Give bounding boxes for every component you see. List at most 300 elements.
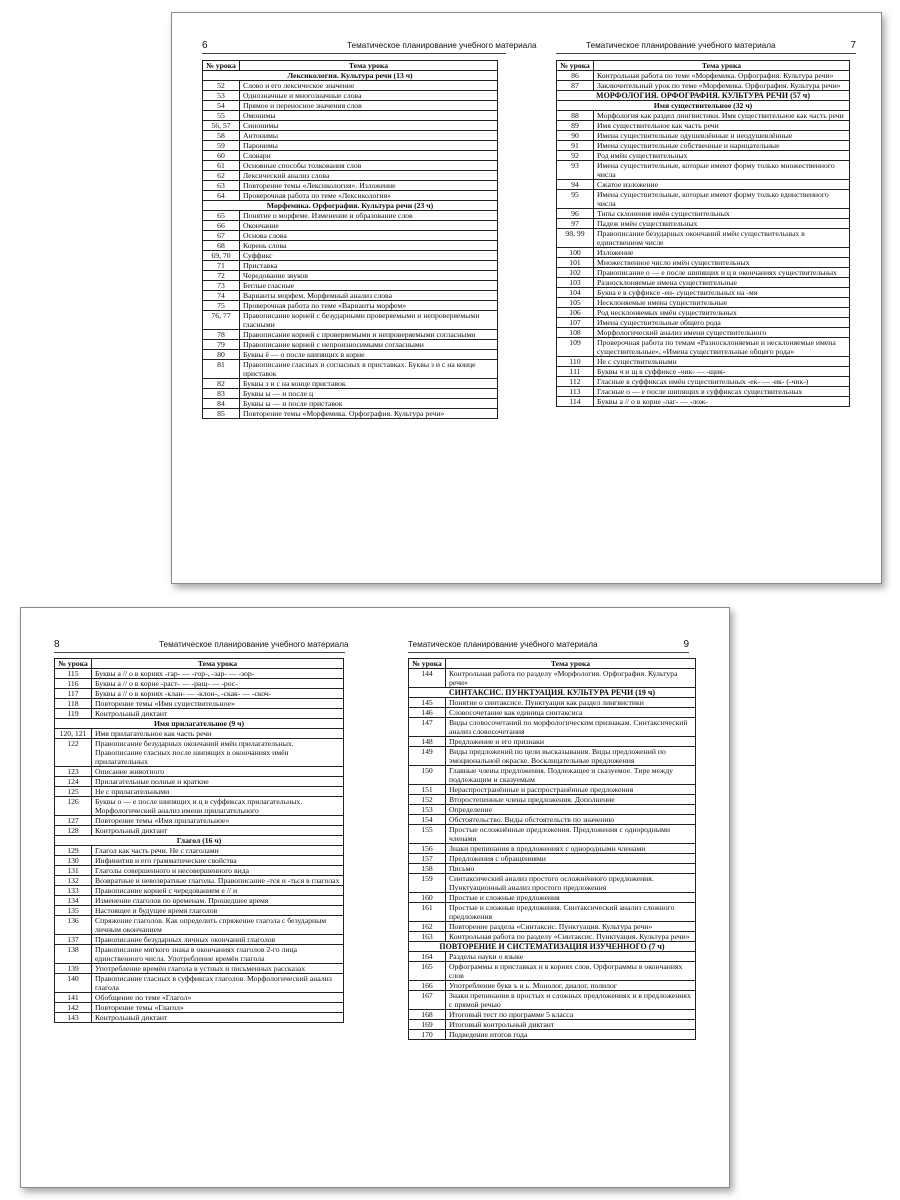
lesson-number-cell: 87	[557, 81, 594, 91]
lesson-topic-cell: Повторение темы «Морфемика. Орфография. Культура речи»	[240, 409, 498, 419]
lesson-number-cell: 98, 99	[557, 229, 594, 248]
lesson-plan-table	[202, 60, 498, 419]
lesson-number-cell: 132	[55, 876, 92, 886]
table-row	[557, 219, 850, 229]
table-row	[557, 298, 850, 308]
table-row	[203, 330, 498, 340]
lesson-number-cell: 161	[409, 903, 446, 922]
running-header-title: Тематическое планирование учебного материала	[408, 640, 598, 649]
lesson-topic-cell: Имена существительные собственные и нарицательные	[594, 141, 850, 151]
lesson-topic-cell: Словари	[240, 151, 498, 161]
lesson-topic-cell: Не с существительными	[594, 357, 850, 367]
lesson-number-cell: 129	[55, 846, 92, 856]
table-row	[557, 377, 850, 387]
lesson-topic-cell: Знаки препинания в предложениях с однородными членами	[446, 844, 696, 854]
table-header-row	[203, 61, 498, 71]
lesson-number-cell: 59	[203, 141, 240, 151]
lesson-topic-cell: Гласные о — е после шипящих в суффиксах существительных	[594, 387, 850, 397]
lesson-topic-cell: Определение	[446, 805, 696, 815]
table-row	[557, 180, 850, 190]
lesson-topic-cell: Виды предложений по цели высказывания. Виды предложений по эмоциональной окраске. Восклицательные предложения	[446, 747, 696, 766]
lesson-number-cell: 115	[55, 669, 92, 679]
lesson-number-cell: 143	[55, 1013, 92, 1023]
section-heading-row	[557, 91, 850, 101]
lesson-number-cell: 130	[55, 856, 92, 866]
table-row	[203, 81, 498, 91]
lesson-number-cell: 79	[203, 340, 240, 350]
lesson-topic-cell: Контрольная работа по разделу «Морфология. Орфография. Культура речи»	[446, 669, 696, 688]
lesson-topic-cell: Паронимы	[240, 141, 498, 151]
lesson-topic-cell: Изменение глаголов по временам. Прошедшее время	[92, 896, 344, 906]
lesson-number-cell: 149	[409, 747, 446, 766]
table-row	[55, 886, 344, 896]
table-row	[55, 876, 344, 886]
section-heading: Лексикология. Культура речи (13 ч)	[203, 71, 498, 81]
lesson-number-cell: 83	[203, 389, 240, 399]
table-row	[203, 161, 498, 171]
lesson-number-cell: 55	[203, 111, 240, 121]
lesson-number-cell: 73	[203, 281, 240, 291]
lesson-number-cell: 159	[409, 874, 446, 893]
lesson-topic-cell: Имена существительные, которые имеют форму только единственного числа	[594, 190, 850, 209]
lesson-topic-cell: Итоговый контрольный диктант	[446, 1020, 696, 1030]
lesson-topic-cell: Предложения с обращениями	[446, 854, 696, 864]
lesson-number-cell: 56, 57	[203, 121, 240, 131]
lesson-topic-cell: Омонимы	[240, 111, 498, 121]
table-row	[409, 991, 696, 1010]
table-row	[203, 221, 498, 231]
table-row	[55, 964, 344, 974]
lesson-topic-cell: Несклоняемые имена существительные	[594, 298, 850, 308]
lesson-number-cell: 60	[203, 151, 240, 161]
table-row	[409, 766, 696, 785]
lesson-topic-cell: Прилагательные полные и краткие	[92, 777, 344, 787]
table-row	[55, 709, 344, 719]
book-spread-pages-6-7	[171, 12, 882, 584]
lesson-number-cell: 123	[55, 767, 92, 777]
table-row	[409, 698, 696, 708]
section-heading: Глагол (16 ч)	[55, 836, 344, 846]
table-row	[203, 91, 498, 101]
lesson-topic-cell: Спряжение глаголов. Как определить спряжение глагола с безударным личным окончанием	[92, 916, 344, 935]
lesson-number-cell: 170	[409, 1030, 446, 1040]
lesson-topic-cell: Нераспространённые и распространённые предложения	[446, 785, 696, 795]
table-row	[409, 854, 696, 864]
lesson-topic-cell: Множественное число имён существительных	[594, 258, 850, 268]
lesson-topic-cell: Правописание безударных окончаний имён прилагательных. Правописание гласных после шипящих в окончаниях имён прилагательных	[92, 739, 344, 767]
lesson-number-cell: 156	[409, 844, 446, 854]
lesson-topic-cell: Однозначные и многозначные слова	[240, 91, 498, 101]
lesson-topic-cell: Буквы ч и щ в суффиксе -чик- — -щик-	[594, 367, 850, 377]
lesson-topic-cell: Подведение итогов года	[446, 1030, 696, 1040]
lesson-topic-cell: Контрольная работа по разделу «Синтаксис. Пунктуация. Культура речи»	[446, 932, 696, 942]
lesson-number-cell: 102	[557, 268, 594, 278]
table-row	[557, 318, 850, 328]
lesson-number-cell: 101	[557, 258, 594, 268]
table-row	[55, 689, 344, 699]
table-row	[55, 669, 344, 679]
lesson-topic-cell: Правописание безударных личных окончаний глаголов	[92, 935, 344, 945]
lesson-number-cell: 74	[203, 291, 240, 301]
table-row	[409, 981, 696, 991]
table-row	[557, 71, 850, 81]
lesson-number-cell: 111	[557, 367, 594, 377]
lesson-number-cell: 104	[557, 288, 594, 298]
table-header-row	[55, 659, 344, 669]
lesson-number-cell: 64	[203, 191, 240, 201]
lesson-topic-cell: Словосочетание как единица синтаксиса	[446, 708, 696, 718]
lesson-topic-cell: Приставка	[240, 261, 498, 271]
lesson-number-cell: 142	[55, 1003, 92, 1013]
running-header	[556, 39, 856, 54]
lesson-number-cell: 114	[557, 397, 594, 407]
lesson-topic-cell: Синтаксический анализ простого осложнённого предложения. Пунктуационный анализ простого предложения	[446, 874, 696, 893]
lesson-number-cell: 150	[409, 766, 446, 785]
book-spread-pages-8-9	[20, 607, 730, 1188]
lesson-number-cell: 119	[55, 709, 92, 719]
running-header-title: Тематическое планирование учебного материала	[347, 41, 537, 50]
table-row	[55, 896, 344, 906]
lesson-topic-cell: Корень слова	[240, 241, 498, 251]
lesson-topic-cell: Виды словосочетаний по морфологическим признакам. Синтаксический анализ словосочетания	[446, 718, 696, 737]
lesson-number-cell: 124	[55, 777, 92, 787]
lesson-topic-cell: Прямое и переносное значения слов	[240, 101, 498, 111]
lesson-topic-cell: Гласные в суффиксах имён существительных -ек- — -ик- (-чик-)	[594, 377, 850, 387]
lesson-number-cell: 61	[203, 161, 240, 171]
lesson-number-cell: 88	[557, 111, 594, 121]
lesson-number-cell: 76, 77	[203, 311, 240, 330]
lesson-number-cell: 112	[557, 377, 594, 387]
lesson-number-cell: 52	[203, 81, 240, 91]
table-row	[557, 111, 850, 121]
lesson-topic-cell: Повторение темы «Глагол»	[92, 1003, 344, 1013]
lesson-number-cell: 133	[55, 886, 92, 896]
lesson-number-cell: 97	[557, 219, 594, 229]
table-row	[557, 161, 850, 180]
lesson-topic-cell: Лексический анализ слова	[240, 171, 498, 181]
lesson-topic-cell: Варианты морфем. Морфемный анализ слова	[240, 291, 498, 301]
lesson-topic-cell: Контрольная работа по теме «Морфемика. Орфография. Культура речи»	[594, 71, 850, 81]
table-row	[203, 111, 498, 121]
table-row	[203, 281, 498, 291]
table-row	[557, 81, 850, 91]
lesson-topic-cell: Буквы ы — и после ц	[240, 389, 498, 399]
column-header-lesson-topic: Тема урока	[92, 659, 344, 669]
table-row	[55, 816, 344, 826]
lesson-topic-cell: Род несклоняемых имён существительных	[594, 308, 850, 318]
lesson-topic-cell: Правописание корней с безударными проверяемыми и непроверяемыми гласными	[240, 311, 498, 330]
lesson-number-cell: 118	[55, 699, 92, 709]
lesson-number-cell: 138	[55, 945, 92, 964]
table-row	[203, 231, 498, 241]
lesson-number-cell: 151	[409, 785, 446, 795]
table-row	[203, 101, 498, 111]
column-header-lesson-topic: Тема урока	[240, 61, 498, 71]
lesson-number-cell: 105	[557, 298, 594, 308]
lesson-topic-cell: Основа слова	[240, 231, 498, 241]
page-9	[375, 608, 729, 1187]
lesson-number-cell: 78	[203, 330, 240, 340]
lesson-topic-cell: Род имён существительных	[594, 151, 850, 161]
lesson-number-cell: 145	[409, 698, 446, 708]
lesson-topic-cell: Употребление времён глагола в устных и письменных рассказах	[92, 964, 344, 974]
column-header-lesson-number: № урока	[409, 659, 446, 669]
table-row	[55, 777, 344, 787]
lesson-number-cell: 69, 70	[203, 251, 240, 261]
lesson-topic-cell: Буквы а // о в корне -лаг- — -лож-	[594, 397, 850, 407]
table-row	[557, 338, 850, 357]
table-row	[409, 708, 696, 718]
lesson-topic-cell: Буква е в суффиксе -ен- существительных на -мя	[594, 288, 850, 298]
lesson-number-cell: 107	[557, 318, 594, 328]
table-row	[557, 248, 850, 258]
lesson-topic-cell: Морфология как раздел лингвистики. Имя существительное как часть речи	[594, 111, 850, 121]
table-row	[557, 328, 850, 338]
table-row	[557, 121, 850, 131]
lesson-topic-cell: Суффикс	[240, 251, 498, 261]
lesson-number-cell: 85	[203, 409, 240, 419]
lesson-number-cell: 53	[203, 91, 240, 101]
page-7	[526, 13, 881, 583]
running-header	[54, 638, 349, 653]
lesson-number-cell: 135	[55, 906, 92, 916]
table-row	[55, 916, 344, 935]
table-row	[55, 679, 344, 689]
lesson-topic-cell: Разносклоняемые имена существительные	[594, 278, 850, 288]
table-row	[203, 261, 498, 271]
lesson-topic-cell: Повторение темы «Имя прилагательное»	[92, 816, 344, 826]
section-heading: ПОВТОРЕНИЕ И СИСТЕМАТИЗАЦИЯ ИЗУЧЕННОГО (7 ч)	[409, 942, 696, 952]
table-row	[409, 1020, 696, 1030]
table-row	[55, 1003, 344, 1013]
lesson-topic-cell: Простые и сложные предложения	[446, 893, 696, 903]
table-row	[203, 360, 498, 379]
table-row	[55, 826, 344, 836]
lesson-number-cell: 152	[409, 795, 446, 805]
lesson-topic-cell: Буквы ё — о после шипящих в корне	[240, 350, 498, 360]
table-row	[557, 141, 850, 151]
lesson-number-cell: 158	[409, 864, 446, 874]
lesson-topic-cell: Не с прилагательными	[92, 787, 344, 797]
lesson-topic-cell: Буквы а // о в корне -раст- — -ращ- — -рос-	[92, 679, 344, 689]
section-heading-row	[203, 71, 498, 81]
lesson-topic-cell: Повторение раздела «Синтаксис. Пунктуация. Культура речи»	[446, 922, 696, 932]
lesson-topic-cell: Правописание о — е после шипящих и ц в окончаниях существительных	[594, 268, 850, 278]
lesson-number-cell: 94	[557, 180, 594, 190]
lesson-topic-cell: Описание животного	[92, 767, 344, 777]
lesson-topic-cell: Имя прилагательное как часть речи	[92, 729, 344, 739]
table-row	[55, 767, 344, 777]
lesson-topic-cell: Чередование звуков	[240, 271, 498, 281]
lesson-topic-cell: Изложение	[594, 248, 850, 258]
lesson-topic-cell: Типы склонения имён существительных	[594, 209, 850, 219]
table-row	[409, 825, 696, 844]
table-row	[409, 718, 696, 737]
lesson-topic-cell: Проверочная работа по темам «Разносклоняемые и несклоняемые имена существительные», «Имена существительные общего рода»	[594, 338, 850, 357]
table-row	[557, 278, 850, 288]
lesson-number-cell: 139	[55, 964, 92, 974]
lesson-topic-cell: Имена существительные одушевлённые и неодушевлённые	[594, 131, 850, 141]
lesson-topic-cell: Основные способы толкования слов	[240, 161, 498, 171]
lesson-number-cell: 71	[203, 261, 240, 271]
section-heading-row	[55, 719, 344, 729]
lesson-number-cell: 147	[409, 718, 446, 737]
lesson-number-cell: 169	[409, 1020, 446, 1030]
lesson-topic-cell: Обстоятельство. Виды обстоятельств по значению	[446, 815, 696, 825]
page-number: 8	[54, 639, 60, 650]
table-row	[55, 739, 344, 767]
lesson-number-cell: 92	[557, 151, 594, 161]
lesson-topic-cell: Буквы з и с на конце приставок	[240, 379, 498, 389]
table-row	[55, 699, 344, 709]
table-row	[203, 171, 498, 181]
table-row	[557, 258, 850, 268]
lesson-topic-cell: Буквы ы — и после приставок	[240, 399, 498, 409]
table-row	[203, 340, 498, 350]
page-8	[21, 608, 375, 1187]
lesson-topic-cell: Понятие о морфеме. Изменение и образование слов	[240, 211, 498, 221]
lesson-number-cell: 89	[557, 121, 594, 131]
lesson-number-cell: 127	[55, 816, 92, 826]
lesson-topic-cell: Буквы о — е после шипящих и ц в суффиксах прилагательных. Морфологический анализ имени прилагательного	[92, 797, 344, 816]
table-row	[557, 387, 850, 397]
lesson-number-cell: 67	[203, 231, 240, 241]
lesson-number-cell: 125	[55, 787, 92, 797]
column-header-lesson-topic: Тема урока	[446, 659, 696, 669]
lesson-topic-cell: Имена существительные общего рода	[594, 318, 850, 328]
lesson-number-cell: 167	[409, 991, 446, 1010]
lesson-topic-cell: Контрольный диктант	[92, 826, 344, 836]
section-heading: Морфемика. Орфография. Культура речи (23 ч)	[203, 201, 498, 211]
table-row	[203, 350, 498, 360]
table-row	[203, 151, 498, 161]
table-row	[203, 181, 498, 191]
lesson-topic-cell: Главные члены предложения. Подлежащее и сказуемое. Тире между подлежащим и сказуемым	[446, 766, 696, 785]
table-row	[409, 952, 696, 962]
lesson-topic-cell: Понятие о синтаксисе. Пунктуация как раздел лингвистики	[446, 698, 696, 708]
table-row	[409, 815, 696, 825]
table-row	[203, 251, 498, 261]
table-row	[409, 785, 696, 795]
table-row	[55, 935, 344, 945]
lesson-number-cell: 120, 121	[55, 729, 92, 739]
lesson-number-cell: 162	[409, 922, 446, 932]
table-row	[409, 844, 696, 854]
lesson-number-cell: 65	[203, 211, 240, 221]
table-row	[409, 874, 696, 893]
table-row	[203, 301, 498, 311]
running-header-title: Тематическое планирование учебного материала	[159, 640, 349, 649]
lesson-topic-cell: Окончание	[240, 221, 498, 231]
lesson-topic-cell: Простые осложнённые предложения. Предложения с однородными членами	[446, 825, 696, 844]
lesson-topic-cell: Правописание корней с проверяемыми и непроверяемыми согласными	[240, 330, 498, 340]
column-header-lesson-number: № урока	[203, 61, 240, 71]
lesson-topic-cell: Правописание корней с непроизносимыми согласными	[240, 340, 498, 350]
table-row	[409, 922, 696, 932]
lesson-number-cell: 117	[55, 689, 92, 699]
table-row	[55, 1013, 344, 1023]
lesson-topic-cell: Глаголы совершенного и несовершенного вида	[92, 866, 344, 876]
table-row	[409, 903, 696, 922]
table-row	[203, 291, 498, 301]
table-row	[557, 190, 850, 209]
lesson-topic-cell: Слово и его лексическое значение	[240, 81, 498, 91]
table-row	[203, 389, 498, 399]
lesson-number-cell: 131	[55, 866, 92, 876]
lesson-number-cell: 168	[409, 1010, 446, 1020]
column-header-lesson-number: № урока	[55, 659, 92, 669]
lesson-topic-cell: Употребление букв ъ и ь. Монолог, диалог, полилог	[446, 981, 696, 991]
lesson-number-cell: 166	[409, 981, 446, 991]
section-heading-row	[409, 688, 696, 698]
lesson-topic-cell: Простые и сложные предложения. Синтаксический анализ сложного предложения	[446, 903, 696, 922]
table-row	[55, 993, 344, 1003]
running-header	[202, 39, 537, 54]
lesson-plan-table	[54, 658, 344, 1023]
table-row	[557, 308, 850, 318]
lesson-number-cell: 58	[203, 131, 240, 141]
table-row	[203, 121, 498, 131]
table-row	[203, 271, 498, 281]
table-row	[409, 1030, 696, 1040]
lesson-topic-cell: Правописание гласных и согласных в приставках. Буквы з и с на конце приставок	[240, 360, 498, 379]
lesson-topic-cell: Предложение и его признаки	[446, 737, 696, 747]
lesson-number-cell: 155	[409, 825, 446, 844]
lesson-topic-cell: Обобщение по теме «Глагол»	[92, 993, 344, 1003]
page-number: 7	[850, 40, 856, 51]
lesson-topic-cell: Письмо	[446, 864, 696, 874]
table-row	[55, 974, 344, 993]
lesson-number-cell: 68	[203, 241, 240, 251]
table-row	[203, 409, 498, 419]
table-row	[55, 729, 344, 739]
lesson-number-cell: 157	[409, 854, 446, 864]
table-row	[203, 241, 498, 251]
lesson-number-cell: 141	[55, 993, 92, 1003]
table-row	[409, 669, 696, 688]
lesson-number-cell: 82	[203, 379, 240, 389]
table-row	[409, 864, 696, 874]
lesson-topic-cell: Проверочная работа по теме «Лексикология»	[240, 191, 498, 201]
lesson-number-cell: 66	[203, 221, 240, 231]
lesson-number-cell: 134	[55, 896, 92, 906]
table-row	[409, 795, 696, 805]
section-heading: МОРФОЛОГИЯ. ОРФОГРАФИЯ. КУЛЬТУРА РЕЧИ (57 ч)	[557, 91, 850, 101]
lesson-number-cell: 86	[557, 71, 594, 81]
lesson-number-cell: 80	[203, 350, 240, 360]
lesson-number-cell: 106	[557, 308, 594, 318]
lesson-topic-cell: Разделы науки о языке	[446, 952, 696, 962]
lesson-number-cell: 84	[203, 399, 240, 409]
lesson-topic-cell: Буквы а // о в корнях -гар- — -гор-, -зар- — -зор-	[92, 669, 344, 679]
lesson-number-cell: 144	[409, 669, 446, 688]
lesson-number-cell: 96	[557, 209, 594, 219]
table-row	[55, 856, 344, 866]
lesson-topic-cell: Правописание безударных окончаний имён существительных в единственном числе	[594, 229, 850, 248]
table-row	[203, 141, 498, 151]
lesson-topic-cell: Возвратные и невозвратные глаголы. Правописание -тся и -ться в глаголах	[92, 876, 344, 886]
lesson-topic-cell: Антонимы	[240, 131, 498, 141]
lesson-topic-cell: Повторение темы «Лексикология». Изложение	[240, 181, 498, 191]
table-row	[55, 846, 344, 856]
lesson-number-cell: 75	[203, 301, 240, 311]
section-heading-row	[557, 101, 850, 111]
lesson-number-cell: 62	[203, 171, 240, 181]
running-header-title: Тематическое планирование учебного материала	[586, 41, 776, 50]
lesson-topic-cell: Падеж имён существительных	[594, 219, 850, 229]
lesson-topic-cell: Правописание корней с чередованием е // и	[92, 886, 344, 896]
lesson-topic-cell: Знаки препинания в простых и сложных предложениях и в предложениях с прямой речью	[446, 991, 696, 1010]
